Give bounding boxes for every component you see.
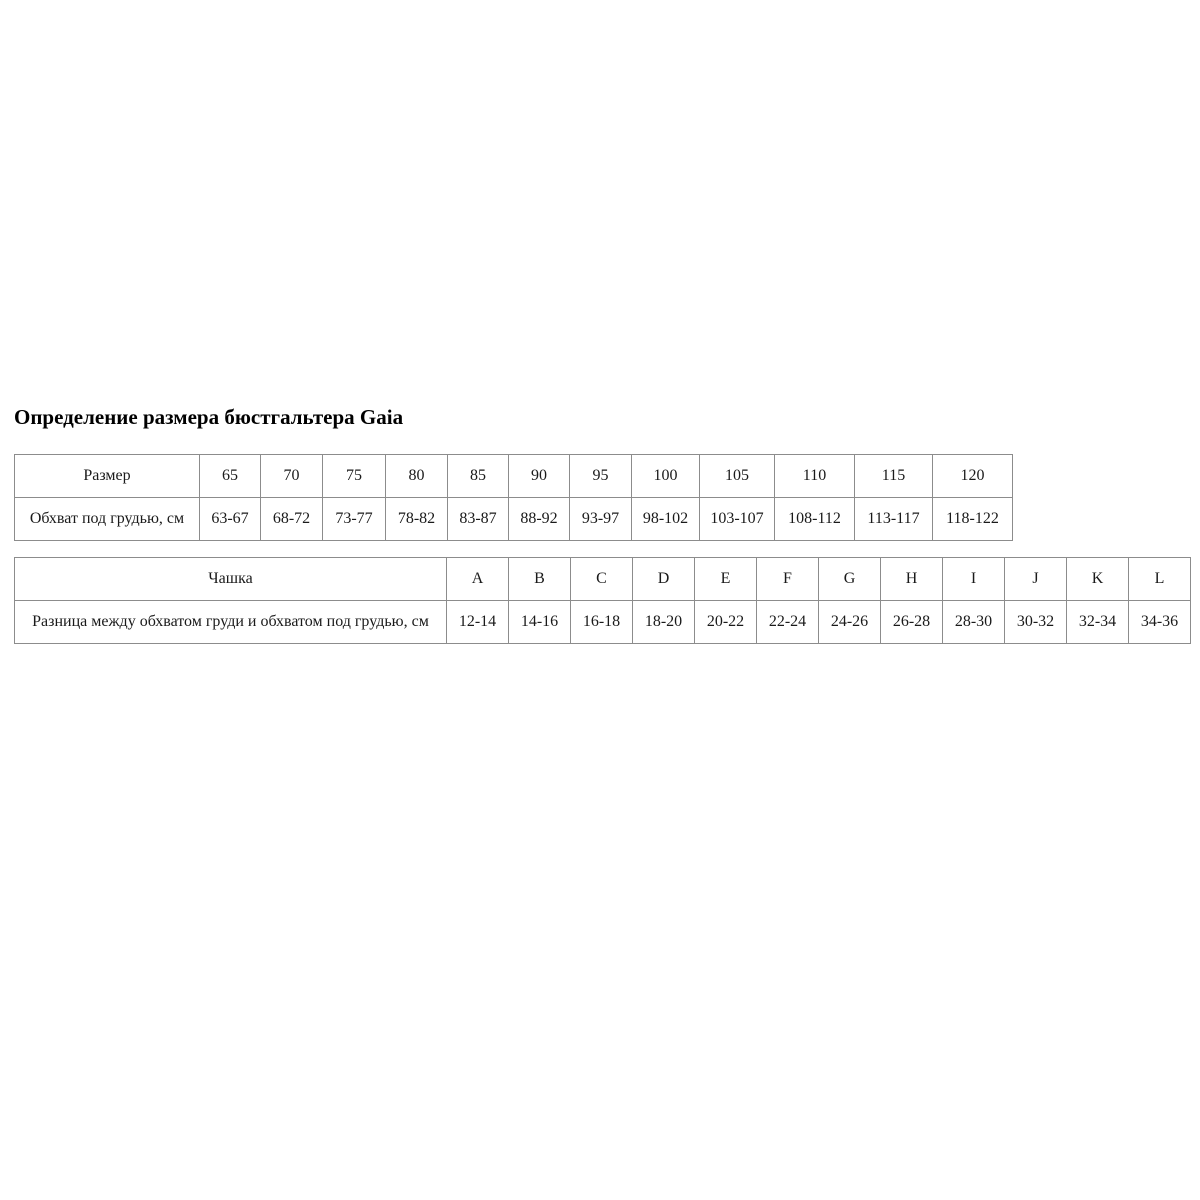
value-cell: 63-67	[200, 498, 261, 541]
value-cell: 85	[448, 455, 509, 498]
value-cell: 26-28	[881, 601, 943, 644]
value-cell: F	[757, 558, 819, 601]
value-cell: 100	[632, 455, 700, 498]
value-cell: 95	[570, 455, 632, 498]
value-cell: 93-97	[570, 498, 632, 541]
value-cell: 108-112	[775, 498, 855, 541]
value-cell: 24-26	[819, 601, 881, 644]
table-row	[15, 498, 1013, 541]
value-cell: 28-30	[943, 601, 1005, 644]
value-cell: 18-20	[633, 601, 695, 644]
value-cell: G	[819, 558, 881, 601]
value-cell: 75	[323, 455, 386, 498]
row-label-cell: Разница между обхватом груди и обхватом под грудью, см	[15, 601, 447, 644]
value-cell: 16-18	[571, 601, 633, 644]
row-label-cell: Обхват под грудью, см	[15, 498, 200, 541]
value-cell: 120	[933, 455, 1013, 498]
value-cell: 34-36	[1129, 601, 1191, 644]
value-cell: 113-117	[855, 498, 933, 541]
value-cell: 20-22	[695, 601, 757, 644]
value-cell: 68-72	[261, 498, 323, 541]
table-row	[15, 455, 1013, 498]
value-cell: 12-14	[447, 601, 509, 644]
value-cell: 73-77	[323, 498, 386, 541]
value-cell: 30-32	[1005, 601, 1067, 644]
value-cell: 103-107	[700, 498, 775, 541]
value-cell: 32-34	[1067, 601, 1129, 644]
page-title: Определение размера бюстгальтера Gaia	[14, 405, 404, 429]
band-size-table	[14, 454, 1013, 541]
value-cell: A	[447, 558, 509, 601]
table-row	[15, 558, 1191, 601]
value-cell: 80	[386, 455, 448, 498]
value-cell: B	[509, 558, 571, 601]
row-label-cell: Размер	[15, 455, 200, 498]
value-cell: 110	[775, 455, 855, 498]
cup-size-table	[14, 557, 1191, 644]
value-cell: 118-122	[933, 498, 1013, 541]
value-cell: 65	[200, 455, 261, 498]
value-cell: E	[695, 558, 757, 601]
value-cell: K	[1067, 558, 1129, 601]
value-cell: J	[1005, 558, 1067, 601]
value-cell: D	[633, 558, 695, 601]
value-cell: 88-92	[509, 498, 570, 541]
value-cell: 70	[261, 455, 323, 498]
value-cell: 90	[509, 455, 570, 498]
table-row	[15, 601, 1191, 644]
value-cell: 105	[700, 455, 775, 498]
value-cell: 22-24	[757, 601, 819, 644]
value-cell: C	[571, 558, 633, 601]
value-cell: I	[943, 558, 1005, 601]
value-cell: 115	[855, 455, 933, 498]
value-cell: H	[881, 558, 943, 601]
row-label-cell: Чашка	[15, 558, 447, 601]
value-cell: 14-16	[509, 601, 571, 644]
value-cell: 78-82	[386, 498, 448, 541]
value-cell: L	[1129, 558, 1191, 601]
value-cell: 83-87	[448, 498, 509, 541]
value-cell: 98-102	[632, 498, 700, 541]
